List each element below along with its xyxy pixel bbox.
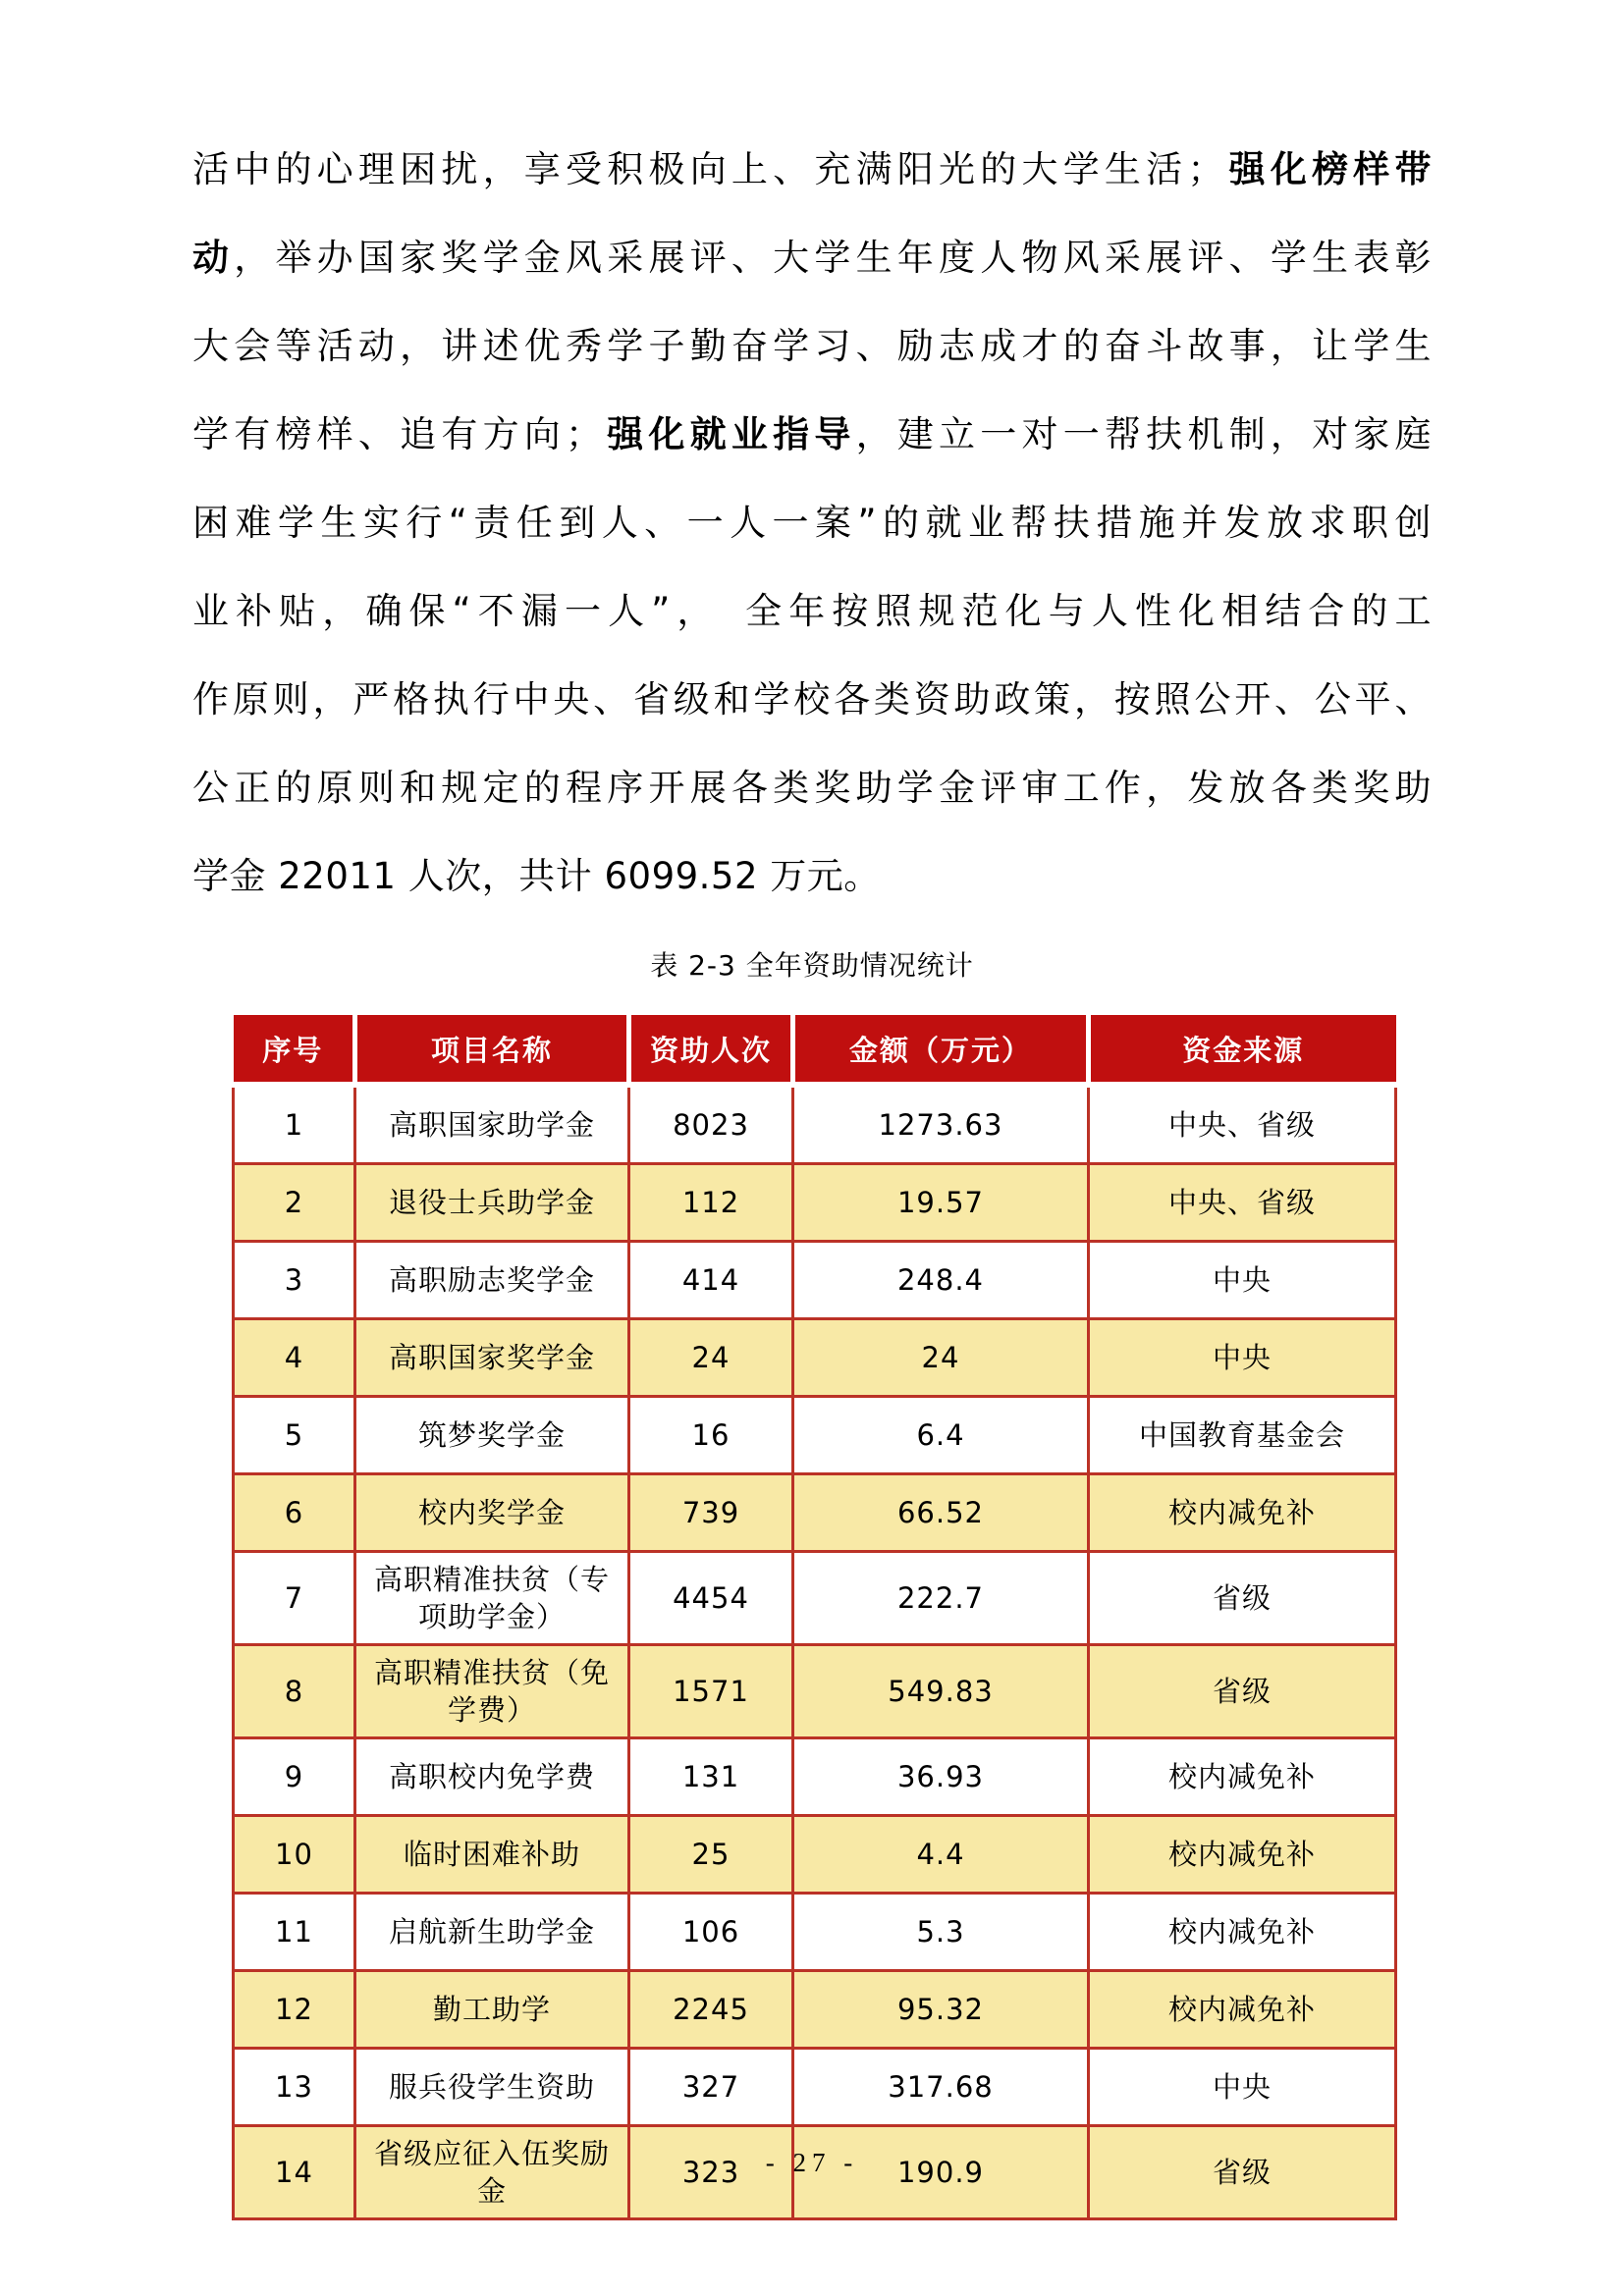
cell-fund-source: 校内减免补 (1089, 1738, 1396, 1816)
bold-text-segment: 强化榜样带 (1223, 148, 1433, 190)
cell-fund-source: 省级 (1089, 2126, 1396, 2219)
paragraph-line (192, 391, 1432, 479)
cell-amount: 95.32 (793, 1971, 1089, 2049)
header-cell-source: 资金来源 (1089, 1015, 1396, 1085)
cell-project-name: 勤工助学 (355, 1971, 629, 2049)
cell-fund-source: 中央 (1089, 1319, 1396, 1397)
paragraph-line (192, 567, 1432, 656)
cell-recipient-count: 2245 (629, 1971, 793, 2049)
cell-project-name: 临时困难补助 (355, 1816, 629, 1894)
cell-index: 7 (234, 1552, 355, 1645)
cell-recipient-count: 24 (629, 1319, 793, 1397)
cell-amount: 190.9 (793, 2126, 1089, 2219)
text-segment: 学金 22011 人次，共计 6099.52 万元。 (192, 855, 881, 897)
table-row (234, 1816, 1396, 1894)
text-segment: 活中的心理困扰，享受积极向上、充满阳光的大学生活； (192, 148, 1224, 190)
cell-project-name: 筑梦奖学金 (355, 1397, 629, 1474)
header-cell-name: 项目名称 (355, 1015, 629, 1085)
table-caption: 表 2-3 全年资助情况统计 (650, 949, 974, 982)
cell-amount: 317.68 (793, 2049, 1089, 2126)
text-segment: 业补贴，确保“不漏一人”， 全年按照规范化与人性化相结合的工 (192, 590, 1432, 632)
cell-fund-source: 校内减免补 (1089, 1816, 1396, 1894)
cell-fund-source: 中国教育基金会 (1089, 1397, 1396, 1474)
cell-project-name: 高职励志奖学金 (355, 1242, 629, 1319)
text-segment: 学有榜样、追有方向； (192, 413, 603, 455)
cell-index: 3 (234, 1242, 355, 1319)
header-cell-amount: 金额（万元） (793, 1015, 1089, 1085)
text-segment: ，举办国家奖学金风采展评、大学生年度人物风采展评、学生表彰 (234, 237, 1433, 279)
cell-fund-source: 中央、省级 (1089, 1164, 1396, 1242)
cell-project-name: 高职校内免学费 (355, 1738, 629, 1816)
header-cell-index: 序号 (234, 1015, 355, 1085)
header-row (234, 1015, 1396, 1085)
funding-table-body (234, 1085, 1396, 2219)
cell-recipient-count: 414 (629, 1242, 793, 1319)
bold-text-segment: 强化就业指导 (602, 413, 856, 455)
paragraph-line (192, 832, 1432, 921)
cell-recipient-count: 1571 (629, 1645, 793, 1738)
cell-amount: 5.3 (793, 1894, 1089, 1971)
page-number: - 27 - (765, 2148, 859, 2177)
bold-text-segment: 动 (192, 237, 235, 279)
cell-project-name: 启航新生助学金 (355, 1894, 629, 1971)
body-paragraph (192, 126, 1432, 921)
cell-project-name: 省级应征入伍奖励金 (355, 2126, 629, 2219)
paragraph-line (192, 744, 1432, 832)
cell-recipient-count: 25 (629, 1816, 793, 1894)
table-row (234, 1319, 1396, 1397)
paragraph-line (192, 214, 1432, 302)
cell-recipient-count: 112 (629, 1164, 793, 1242)
table-row (234, 1552, 1396, 1645)
cell-project-name: 高职精准扶贫（免学费） (355, 1645, 629, 1738)
cell-project-name: 退役士兵助学金 (355, 1164, 629, 1242)
cell-recipient-count: 106 (629, 1894, 793, 1971)
cell-index: 6 (234, 1474, 355, 1552)
cell-amount: 222.7 (793, 1552, 1089, 1645)
paragraph-line (192, 479, 1432, 567)
table-row (234, 1738, 1396, 1816)
cell-amount: 36.93 (793, 1738, 1089, 1816)
cell-index: 8 (234, 1645, 355, 1738)
cell-recipient-count: 131 (629, 1738, 793, 1816)
table-row (234, 2049, 1396, 2126)
table-row (234, 1645, 1396, 1738)
funding-table-header (234, 1015, 1396, 1085)
table-row (234, 1474, 1396, 1552)
text-segment: 作原则，严格执行中央、省级和学校各类资助政策，按照公开、公平、 (192, 678, 1432, 721)
funding-table (232, 1015, 1397, 2220)
cell-amount: 248.4 (793, 1242, 1089, 1319)
cell-fund-source: 省级 (1089, 1552, 1396, 1645)
cell-amount: 6.4 (793, 1397, 1089, 1474)
cell-recipient-count: 16 (629, 1397, 793, 1474)
cell-index: 1 (234, 1085, 355, 1164)
cell-fund-source: 校内减免补 (1089, 1971, 1396, 2049)
cell-index: 13 (234, 2049, 355, 2126)
cell-index: 14 (234, 2126, 355, 2219)
cell-recipient-count: 8023 (629, 1085, 793, 1164)
cell-project-name: 高职精准扶贫（专项助学金） (355, 1552, 629, 1645)
paragraph-line (192, 302, 1432, 391)
cell-recipient-count: 327 (629, 2049, 793, 2126)
header-cell-count: 资助人次 (629, 1015, 793, 1085)
cell-amount: 549.83 (793, 1645, 1089, 1738)
cell-project-name: 校内奖学金 (355, 1474, 629, 1552)
text-segment: 公正的原则和规定的程序开展各类奖助学金评审工作，发放各类奖助 (192, 767, 1432, 809)
cell-fund-source: 校内减免补 (1089, 1894, 1396, 1971)
table-row (234, 1164, 1396, 1242)
cell-index: 2 (234, 1164, 355, 1242)
table-row (234, 1971, 1396, 2049)
table-row (234, 1894, 1396, 1971)
text-segment: 困难学生实行“责任到人、一人一案”的就业帮扶措施并发放求职创 (192, 502, 1432, 544)
text-segment: 大会等活动，讲述优秀学子勤奋学习、励志成才的奋斗故事，让学生 (192, 325, 1432, 367)
cell-project-name: 高职国家助学金 (355, 1085, 629, 1164)
cell-fund-source: 中央 (1089, 1242, 1396, 1319)
cell-amount: 66.52 (793, 1474, 1089, 1552)
cell-fund-source: 中央、省级 (1089, 1085, 1396, 1164)
cell-index: 10 (234, 1816, 355, 1894)
cell-project-name: 高职国家奖学金 (355, 1319, 629, 1397)
cell-recipient-count: 323 (629, 2126, 793, 2219)
cell-index: 12 (234, 1971, 355, 2049)
cell-amount: 19.57 (793, 1164, 1089, 1242)
table-row (234, 1397, 1396, 1474)
cell-fund-source: 省级 (1089, 1645, 1396, 1738)
cell-index: 9 (234, 1738, 355, 1816)
paragraph-line (192, 656, 1432, 744)
cell-amount: 1273.63 (793, 1085, 1089, 1164)
paragraph-line (192, 126, 1432, 214)
cell-project-name: 服兵役学生资助 (355, 2049, 629, 2126)
cell-index: 11 (234, 1894, 355, 1971)
cell-amount: 4.4 (793, 1816, 1089, 1894)
text-segment: ，建立一对一帮扶机制，对家庭 (855, 413, 1433, 455)
cell-amount: 24 (793, 1319, 1089, 1397)
cell-fund-source: 中央 (1089, 2049, 1396, 2126)
table-row (234, 1242, 1396, 1319)
cell-recipient-count: 4454 (629, 1552, 793, 1645)
cell-recipient-count: 739 (629, 1474, 793, 1552)
table-row (234, 1085, 1396, 1164)
cell-index: 5 (234, 1397, 355, 1474)
cell-index: 4 (234, 1319, 355, 1397)
cell-fund-source: 校内减免补 (1089, 1474, 1396, 1552)
